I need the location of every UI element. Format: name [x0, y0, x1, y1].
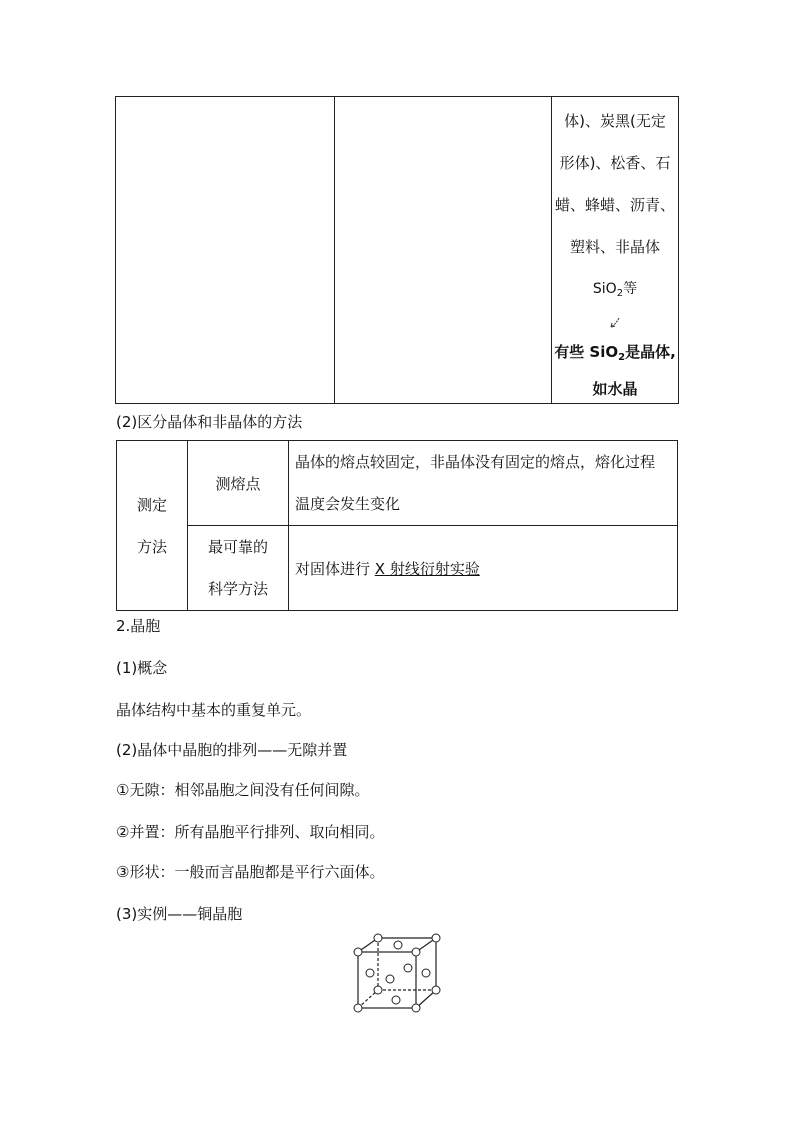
method-label-2: 方法 [136, 537, 167, 556]
atom-face [404, 964, 412, 972]
method-xray-1: 最可靠的 [207, 538, 268, 556]
concept-text: 晶体结构中基本的重复单元。 [116, 701, 312, 719]
copper-unit-cell-diagram [350, 930, 446, 1016]
cell-heading: 2.晶胞 [116, 617, 161, 635]
atom-face [386, 975, 394, 983]
method-xray [188, 526, 289, 611]
table-cell-empty-1 [116, 97, 335, 404]
distinguish-heading: (2)区分晶体和非晶体的方法 [116, 413, 303, 431]
atom-face [392, 996, 400, 1004]
xray-desc-cell [289, 526, 678, 611]
point-2: ②并置：所有晶胞平行排列、取向相同。 [116, 823, 385, 841]
atom-corner [374, 934, 382, 942]
note-suffix: 是晶体, [625, 343, 676, 361]
atom-face [422, 969, 430, 977]
crystal-examples-table [115, 96, 679, 404]
atom-corner [354, 948, 362, 956]
atom-corner [412, 948, 420, 956]
atom-face [394, 941, 402, 949]
amorphous-line-1: 体)、炭黑(无定 [564, 112, 666, 130]
point-1: ①无隙：相邻晶胞之间没有任何间隙。 [116, 781, 370, 799]
method-xray-2: 科学方法 [207, 580, 268, 598]
concept-heading: (1)概念 [116, 659, 168, 677]
method-melting-point-text: 测熔点 [215, 474, 261, 493]
table-cell-amorphous-examples [552, 97, 679, 404]
atom-face [366, 969, 374, 977]
sio2-suffix: 等 [623, 281, 638, 297]
method-label-1: 测定 [136, 495, 167, 514]
note-subscript: 2 [618, 352, 626, 363]
distinguish-table [116, 440, 678, 611]
method-melting-point [188, 441, 289, 526]
note-line-1 [552, 335, 678, 375]
note-base: 有些 SiO [554, 343, 619, 361]
atom-corner [374, 986, 382, 994]
point-3: ③形状：一般而言晶胞都是平行六面体。 [116, 863, 385, 881]
amorphous-line-2: 形体)、松香、石 [559, 154, 671, 172]
xray-desc-prefix: 对固体进行 [295, 559, 375, 578]
note-line-2: 如水晶 [592, 380, 638, 398]
sio2-subscript: 2 [616, 288, 624, 299]
melting-point-desc-cell [289, 441, 678, 526]
method-label-cell [117, 441, 188, 611]
atom-corner [432, 986, 440, 994]
xray-desc-underlined: X 射线衍射实验 [374, 559, 480, 578]
arrow-icon [552, 315, 678, 335]
amorphous-line-4: 塑料、非晶体 [569, 238, 660, 256]
sio2-line [552, 268, 678, 315]
atom-corner [432, 934, 440, 942]
table-cell-empty-2 [335, 97, 552, 404]
atom-corner [354, 1004, 362, 1012]
melting-point-desc-2: 温度会发生变化 [295, 495, 401, 513]
example-heading: (3)实例——铜晶胞 [116, 905, 243, 923]
arrangement-heading: (2)晶体中晶胞的排列——无隙并置 [116, 741, 348, 759]
melting-point-desc-1: 晶体的熔点较固定，非晶体没有固定的熔点，熔化过程 [295, 453, 656, 471]
amorphous-line-3: 蜡、蜂蜡、沥青、 [554, 196, 675, 214]
sio2-base: SiO [592, 281, 617, 297]
